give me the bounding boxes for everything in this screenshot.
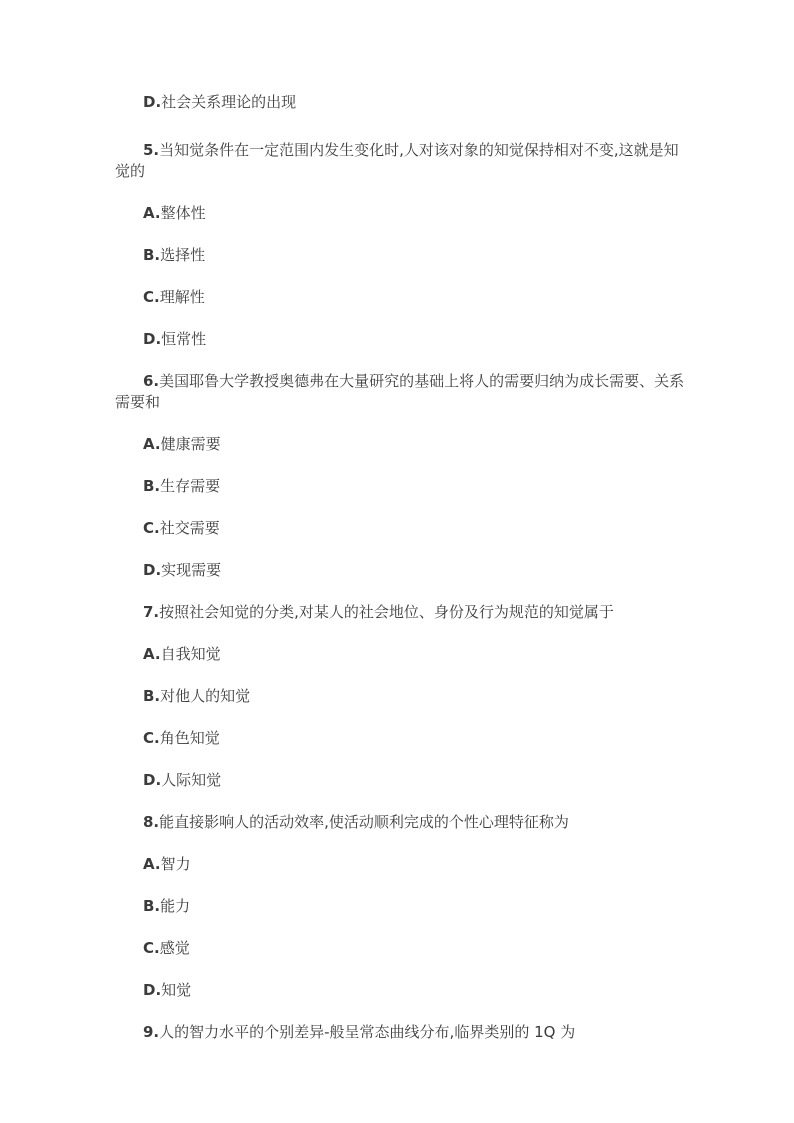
exam-text-block — [115, 92, 685, 1064]
option-label: A. — [143, 645, 161, 663]
question-6-option-c — [115, 518, 685, 539]
option-label: D. — [143, 771, 162, 789]
question-5-stem — [115, 140, 685, 182]
question-7-stem — [115, 602, 685, 623]
question-text: 美国耶鲁大学教授奥德弗在大量研究的基础上将人的需要归纳为成长需要、关系需要和 — [115, 372, 685, 411]
question-6-option-b — [115, 476, 685, 497]
question-6-option-d — [115, 560, 685, 581]
option-label: A. — [143, 855, 161, 873]
option-text: 整体性 — [160, 204, 206, 222]
option-text: 生存需要 — [160, 477, 221, 495]
option-text: 健康需要 — [160, 435, 221, 453]
option-text: 恒常性 — [161, 330, 207, 348]
option-label: D. — [143, 981, 162, 999]
option-label: C. — [143, 519, 160, 537]
option-text: 社会关系理论的出现 — [161, 93, 297, 111]
option-label: B. — [143, 897, 161, 915]
option-label: C. — [143, 288, 160, 306]
option-text: 角色知觉 — [159, 729, 220, 747]
option-label: B. — [143, 477, 161, 495]
question-6-stem — [115, 371, 685, 413]
question-4-option-d — [115, 92, 685, 113]
option-label: A. — [143, 435, 161, 453]
option-label: A. — [143, 204, 161, 222]
option-text: 社交需要 — [159, 519, 220, 537]
option-text: 对他人的知觉 — [160, 687, 251, 705]
option-text: 人际知觉 — [161, 771, 222, 789]
question-6-option-a — [115, 434, 685, 455]
option-text: 实现需要 — [161, 561, 222, 579]
option-text: 能力 — [160, 897, 191, 915]
option-text: 知觉 — [161, 981, 192, 999]
question-text: 能直接影响人的活动效率,使活动顺利完成的个性心理特征称为 — [159, 813, 569, 831]
question-number: 9. — [143, 1023, 160, 1041]
option-text: 感觉 — [159, 939, 190, 957]
question-text: 按照社会知觉的分类,对某人的社会地位、身份及行为规范的知觉属于 — [159, 603, 614, 621]
question-text: 人的智力水平的个别差异-般呈常态曲线分布,临界类别的 1Q 为 — [159, 1023, 576, 1041]
option-label: D. — [143, 561, 162, 579]
question-8-option-d — [115, 980, 685, 1001]
question-number: 6. — [143, 372, 160, 390]
question-7-option-c — [115, 728, 685, 749]
question-9-stem — [115, 1022, 685, 1043]
question-5-option-d — [115, 329, 685, 350]
option-text: 理解性 — [159, 288, 205, 306]
question-8-stem — [115, 812, 685, 833]
option-label: B. — [143, 687, 161, 705]
option-text: 选择性 — [160, 246, 206, 264]
option-label: D. — [143, 93, 162, 111]
question-5-option-c — [115, 287, 685, 308]
question-5-option-a — [115, 203, 685, 224]
option-label: C. — [143, 939, 160, 957]
question-text: 当知觉条件在一定范围内发生变化时,人对该对象的知觉保持相对不变,这就是知觉的 — [115, 141, 679, 180]
question-7-option-a — [115, 644, 685, 665]
option-text: 自我知觉 — [160, 645, 221, 663]
option-label: C. — [143, 729, 160, 747]
option-label: D. — [143, 330, 162, 348]
question-7-option-d — [115, 770, 685, 791]
question-number: 8. — [143, 813, 160, 831]
question-8-option-b — [115, 896, 685, 917]
question-8-option-a — [115, 854, 685, 875]
question-8-option-c — [115, 938, 685, 959]
question-7-option-b — [115, 686, 685, 707]
option-label: B. — [143, 246, 161, 264]
question-5-option-b — [115, 245, 685, 266]
question-number: 5. — [143, 141, 160, 159]
option-text: 智力 — [160, 855, 191, 873]
question-number: 7. — [143, 603, 160, 621]
